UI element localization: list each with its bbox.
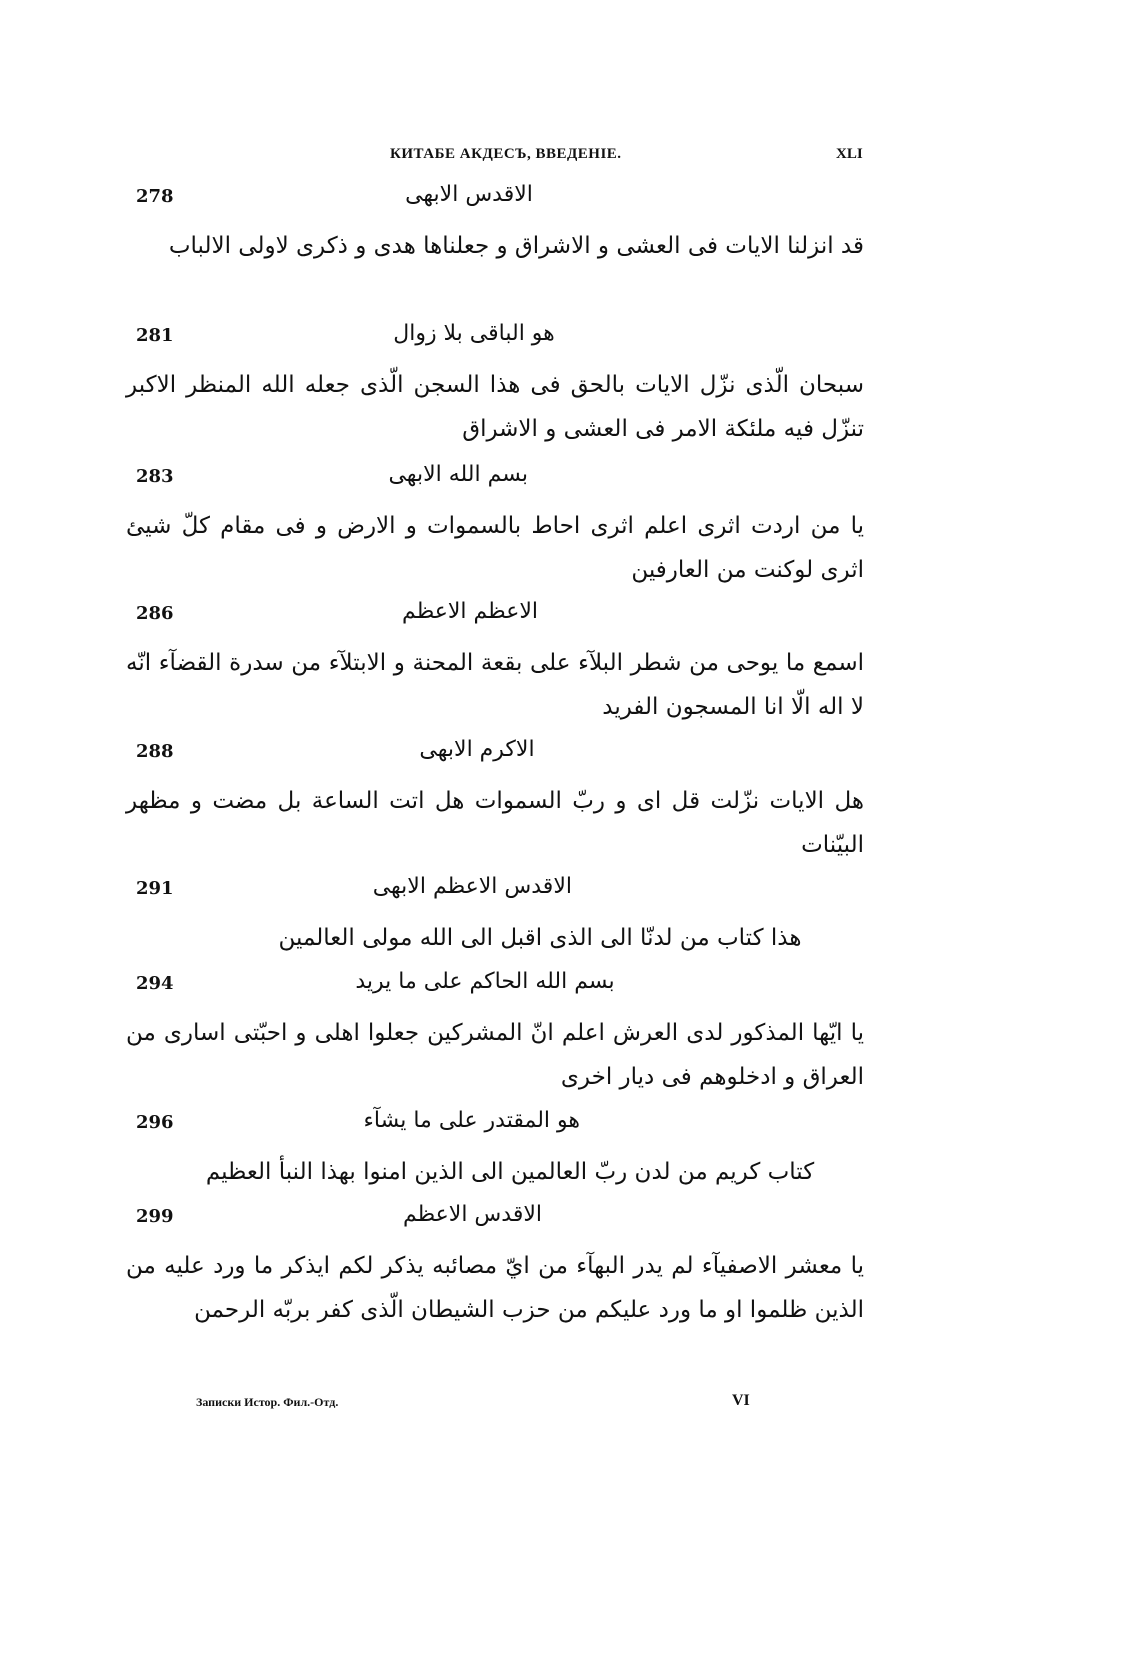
entry-number: 291 bbox=[136, 878, 174, 899]
footer-series-title: Записки Истор. Фил.-Отд. bbox=[196, 1395, 339, 1409]
entry-heading: الاقدس الاعظم bbox=[402, 1202, 542, 1227]
entry-body: قد انزلنا الايات فى العشى و الاشراق و جعلناها هدى و ذكرى لاولى الالباب bbox=[168, 233, 864, 259]
entry-number: 288 bbox=[136, 741, 174, 762]
entry-body: يا من اردت اثرى اعلم اثرى احاط بالسموات و الارض و فى مقام كلّ شيئ اثرى لوكنت من العارفين bbox=[126, 513, 864, 583]
entry-number: 283 bbox=[136, 466, 174, 487]
running-header bbox=[0, 146, 1140, 176]
entry-number: 296 bbox=[136, 1112, 174, 1133]
running-title: КИТАБЕ АКДЕСЪ, ВВЕДЕНІЕ. bbox=[390, 146, 622, 162]
entry-heading: بسم الله الابهى bbox=[388, 462, 528, 487]
entry-heading: الاقدس الابهى bbox=[405, 182, 533, 207]
page-number: XLI bbox=[836, 146, 863, 162]
entry-heading: هو الباقى بلا زوال bbox=[393, 321, 555, 346]
entry-body: سبحان الّذى نزّل الايات بالحق فى هذا السجن الّذى جعله الله المنظر الاكبر تنزّل فيه ملئكة الامر فى العشى و الاشراق bbox=[126, 372, 864, 442]
entry-body: اسمع ما يوحى من شطر البلآء على بقعة المحنة و الابتلآء من سدرة القضآء انّه لا اله الّا انا المسجون الفريد bbox=[126, 650, 864, 720]
entry-body: يا ايّها المذكور لدى العرش اعلم انّ المشركين جعلوا اهلى و احبّتى اسارى من العراق و ادخلوهم فى ديار اخرى bbox=[126, 1020, 864, 1090]
entry-body: هل الايات نزّلت قل اى و ربّ السموات هل اتت الساعة بل مضت و مظهر البيّنات bbox=[126, 788, 864, 858]
signature-mark: VI bbox=[732, 1392, 750, 1409]
entry-body: كتاب كريم من لدن ربّ العالمين الى الذين امنوا بهذا النبأ العظيم bbox=[205, 1159, 815, 1185]
entry-body: هذا كتاب من لدنّا الى الذى اقبل الى الله مولى العالمين bbox=[278, 925, 802, 951]
entry-heading: الاقدس الاعظم الابهى bbox=[372, 874, 572, 899]
entry-number: 281 bbox=[136, 325, 174, 346]
entry-heading: الاكرم الابهى bbox=[419, 737, 535, 762]
entry-body: يا معشر الاصفيآء لم يدر البهآء من ايّ مصائبه يذكر لكم ايذكر ما ورد عليه من الذين ظلموا او ما ورد عليكم من حزب الشيطان الّذى كفر بربّه الرحمن bbox=[126, 1253, 864, 1323]
page-footer bbox=[0, 1392, 1140, 1419]
entry-number: 294 bbox=[136, 973, 174, 994]
entry-heading: هو المقتدر على ما يشآء bbox=[363, 1108, 580, 1133]
entry-number: 299 bbox=[136, 1206, 174, 1227]
entry-heading: بسم الله الحاكم على ما يريد bbox=[355, 969, 615, 994]
entry-number: 278 bbox=[136, 186, 174, 207]
entry-number: 286 bbox=[136, 603, 174, 624]
entry-heading: الاعظم الاعظم bbox=[402, 599, 538, 624]
